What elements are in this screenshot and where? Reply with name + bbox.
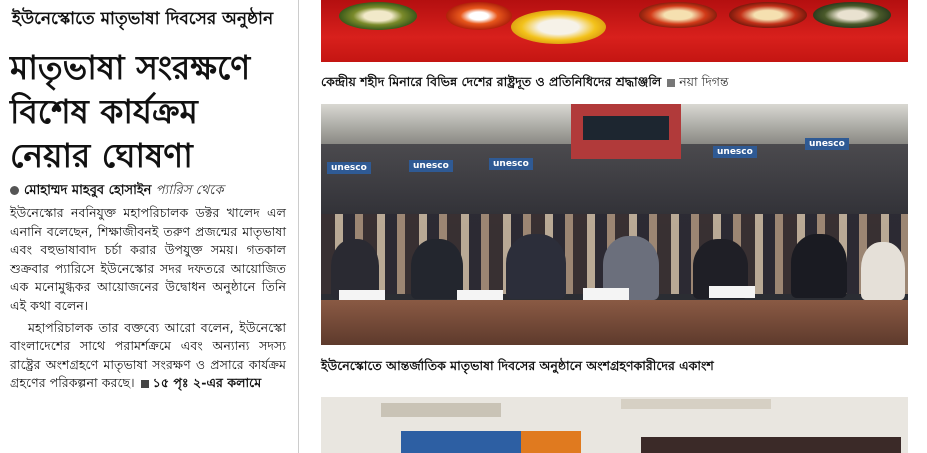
- unesco-banner: unesco: [327, 162, 371, 174]
- wreath: [639, 2, 717, 28]
- photo-caption-2: ইউনেস্কোতে আন্তর্জাতিক মাতৃভাষা দিবসের অনুষ্ঠানে অংশগ্রহণকারীদের একাংশ: [321, 358, 714, 373]
- byline: [10, 181, 224, 202]
- wreath: [446, 2, 512, 30]
- wreath: [511, 10, 606, 44]
- caption-1-source: নয়া দিগন্ত: [679, 74, 729, 89]
- wreath: [729, 2, 807, 28]
- caption-1-text: কেন্দ্রীয় শহীদ মিনারে বিভিন্ন দেশের রাষ্ট্রদূত ও প্রতিনিধিদের শ্রদ্ধাঞ্জলি: [321, 74, 662, 89]
- stage-screen-inner: [583, 116, 669, 140]
- wreath: [813, 2, 891, 28]
- continuation-jump[interactable]: [135, 375, 262, 390]
- headline-line-2: বিশেষ কার্যক্রম: [10, 92, 198, 131]
- headline-line-1: মাতৃভাষা সংরক্ষণে: [10, 48, 251, 87]
- ceiling-panel: [621, 399, 771, 409]
- stage-dark: [641, 437, 901, 453]
- square-bullet-icon: [141, 380, 149, 388]
- front-row-person: [861, 242, 905, 300]
- unesco-banner: unesco: [713, 146, 757, 158]
- column-divider: [298, 0, 299, 453]
- unesco-banner: unesco: [805, 138, 849, 150]
- byline-place: প্যারিস থেকে: [155, 183, 224, 198]
- photo-unesco-hall: [321, 104, 908, 345]
- bullet-icon: [10, 186, 19, 195]
- ceiling-panel: [381, 403, 501, 417]
- byline-author: মোহাম্মদ মাহবুব হোসাইন: [24, 183, 152, 198]
- article-column: [0, 0, 292, 453]
- article-headline: [10, 46, 292, 178]
- front-row-person: [506, 234, 566, 299]
- wreath: [339, 2, 417, 30]
- photo-caption-1: [321, 74, 729, 94]
- unesco-banner: unesco: [489, 158, 533, 170]
- paragraph-2: [10, 319, 286, 393]
- photo-event-partial: [321, 397, 908, 453]
- jump-text: ১৫ পৃঃ ২-এর কলামে: [152, 375, 262, 391]
- unesco-banner: unesco: [409, 160, 453, 172]
- front-row-person: [791, 234, 847, 298]
- article-kicker: ইউনেস্কোতে মাতৃভাষা দিবসের অনুষ্ঠান: [12, 9, 274, 29]
- nameplate: [709, 286, 755, 298]
- paragraph-1: ইউনেস্কোর নবনিযুক্ত মহাপরিচালক ডক্টর খালেদ এল এনানি বলেছেন, শিক্ষাজীবনই তরুণ প্রজন্মের মাতৃভাষা এবং বহুভাষাবাদ চর্চা করার উপযুক্ত সময়। গতকাল শুক্রবার প্যারিসে ইউনেস্কোর সদর দফতরে আয়োজিত এক মনোমুগ্ধকর আয়োজনের উদ্বোধন অনুষ্ঠানে তিনি এই কথা বলেন।: [10, 205, 286, 313]
- photo-wreaths: [321, 0, 908, 62]
- paragraph-2-text: মহাপরিচালক তার বক্তব্যে আরো বলেন, ইউনেস্কো বাংলাদেশের সাথে পরামর্শক্রমে এবং অন্যান্য সদস্য রাষ্ট্রের অংশগ্রহণে মাতৃভাষা সংরক্ষণ ও প্রসারে কার্যক্রম গ্রহণের পরিকল্পনা করছে।: [10, 319, 286, 391]
- headline-line-3: নেয়ার ঘোষণা: [10, 136, 193, 175]
- article-body: [10, 204, 286, 393]
- nameplate: [583, 288, 629, 300]
- backdrop-orange: [521, 431, 581, 453]
- square-bullet-icon: [667, 79, 675, 87]
- front-desk: [321, 300, 908, 345]
- front-row-person: [411, 239, 463, 299]
